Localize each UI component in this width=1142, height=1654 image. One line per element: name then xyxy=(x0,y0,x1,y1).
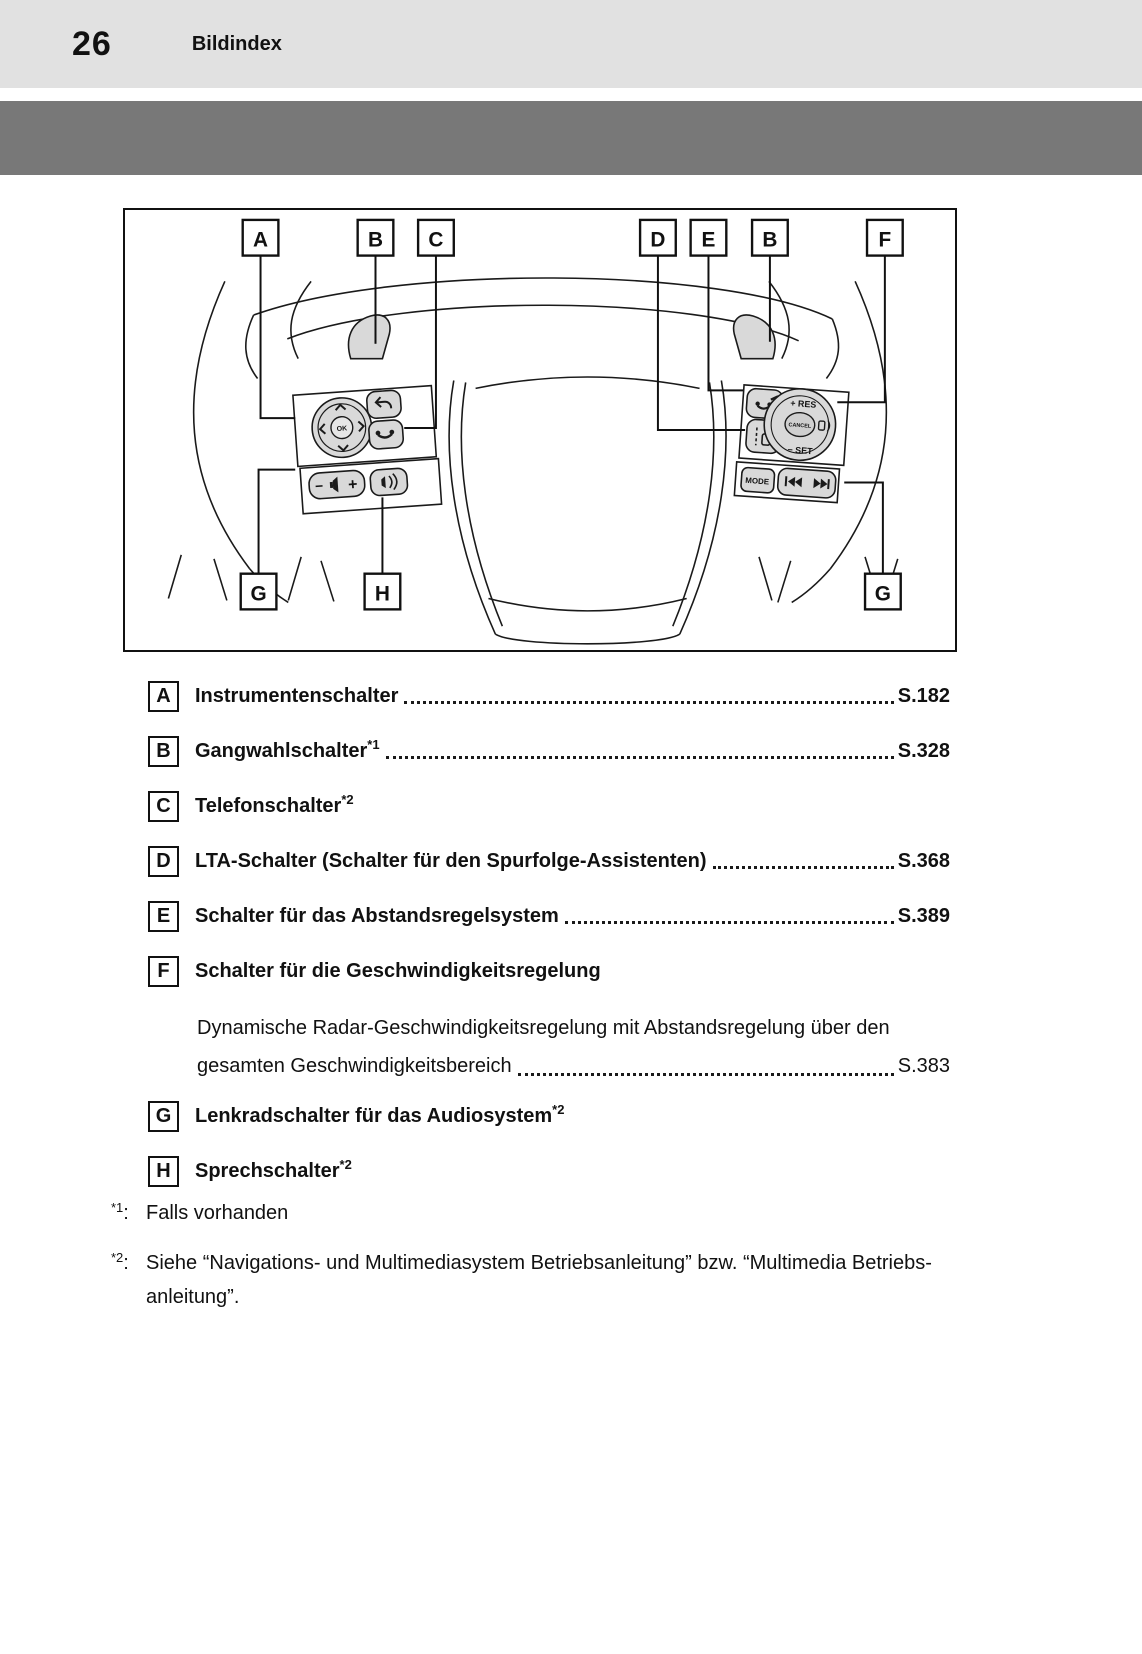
page-number: 26 xyxy=(72,24,112,63)
dot-leader xyxy=(386,756,894,759)
left-rim-arc xyxy=(194,281,250,568)
footnote-2 xyxy=(111,1246,965,1314)
left-rim-inner-arc xyxy=(291,281,311,358)
legend-key: G xyxy=(148,1101,179,1132)
callout-c xyxy=(418,220,454,256)
phone-button xyxy=(368,419,404,449)
callout-b2 xyxy=(752,220,788,256)
hub-left-inner xyxy=(461,382,502,626)
legend-key: C xyxy=(148,791,179,822)
legend-label: Schalter für das Abstandsregelsystem xyxy=(195,905,559,927)
right-paddle-shifter xyxy=(734,315,775,359)
page-reference: S.368 xyxy=(897,850,950,872)
ok-label: OK xyxy=(336,425,348,433)
header-gap xyxy=(0,88,1142,101)
legend-key: D xyxy=(148,846,179,877)
left-shoulder xyxy=(246,315,258,378)
set-label: − SET xyxy=(787,444,813,457)
volume-plus-label: + xyxy=(347,476,359,494)
callout-f xyxy=(867,220,903,256)
page-header xyxy=(0,0,1142,88)
legend-key: B xyxy=(148,736,179,767)
res-label: + RES xyxy=(790,398,817,410)
callout-a xyxy=(243,220,279,256)
left-paddle-shifter xyxy=(349,315,390,359)
dot-leader xyxy=(713,866,894,869)
svg-text:B: B xyxy=(367,228,384,252)
footnote-1 xyxy=(111,1196,965,1232)
hatch-line xyxy=(759,557,772,601)
footnote-marker: $^{*1}$: xyxy=(111,1200,129,1224)
svg-text:E: E xyxy=(701,228,716,252)
hub-right-inner xyxy=(673,382,714,626)
footnote-marker: *2 xyxy=(339,1157,352,1172)
legend-label: Sprechschalter$^{*2}$ xyxy=(195,1157,352,1182)
hub-right-edge xyxy=(680,380,726,634)
legend-row-f xyxy=(148,954,950,989)
svg-text:G: G xyxy=(874,582,891,606)
hub-lower-seam xyxy=(488,598,686,610)
footnotes xyxy=(111,1196,965,1328)
footnote-text: Falls vorhanden xyxy=(146,1202,289,1224)
hatch-line xyxy=(778,561,791,603)
legend-label: Lenkradschalter für das Audiosystem$^{*2}$ xyxy=(195,1102,565,1127)
hatch-line xyxy=(214,559,227,601)
legend-f-description xyxy=(197,1009,950,1085)
talk-button xyxy=(370,468,408,496)
leader-d xyxy=(658,256,745,430)
svg-text:H: H xyxy=(374,582,390,606)
hub-left-edge xyxy=(449,380,495,634)
hatch-line xyxy=(321,561,334,602)
description-line-2: gesamten Geschwindigkeitsbereich S.383 xyxy=(197,1047,950,1085)
legend-row-h xyxy=(148,1154,950,1189)
page-reference: S.389 xyxy=(897,905,950,927)
callout-g xyxy=(241,574,277,610)
volume-minus-label: − xyxy=(314,477,324,495)
svg-text:F: F xyxy=(878,228,892,252)
legend-row-d xyxy=(148,844,950,879)
legend-label: Gangwahlschalter$^{*1}$ xyxy=(195,737,380,762)
dot-leader xyxy=(518,1073,894,1076)
description-line-1: Dynamische Radar-Geschwindigkeitsregelung mit Abstandsregelung über den xyxy=(197,1017,890,1039)
legend-row-g xyxy=(148,1099,950,1134)
callout-h xyxy=(365,574,401,610)
svg-text:C: C xyxy=(428,228,444,252)
leader-f xyxy=(837,256,885,403)
page-reference: S.328 xyxy=(897,740,950,762)
dot-leader xyxy=(565,921,894,924)
callout-b xyxy=(358,220,394,256)
hatch-line xyxy=(168,555,181,599)
svg-text:G: G xyxy=(250,582,267,606)
page-reference: S.182 xyxy=(897,685,950,707)
footnote-text: Siehe “Navigations- und Multimediasystem Betriebsanleitung” bzw. “Multimedia Betriebs- anleitung”. xyxy=(146,1252,932,1308)
dot-leader xyxy=(404,701,893,704)
legend-key: H xyxy=(148,1156,179,1187)
left-switch-cluster xyxy=(293,385,442,513)
hub-top-seam xyxy=(476,377,700,388)
callout-e xyxy=(691,220,727,256)
legend-key: F xyxy=(148,956,179,987)
footnote-marker: *2 xyxy=(341,792,354,807)
top-rim-outer xyxy=(254,278,833,319)
right-rim-tail xyxy=(792,569,831,603)
leader-a xyxy=(261,256,296,419)
footnote-marker: $^{*2}$: xyxy=(111,1250,129,1274)
steering-wheel-figure xyxy=(123,208,957,652)
right-shoulder xyxy=(826,319,838,378)
svg-text:B: B xyxy=(762,228,778,252)
leader-g2 xyxy=(844,483,883,574)
footnote-marker: *1 xyxy=(367,737,380,752)
right-switch-cluster xyxy=(734,385,849,503)
steering-wheel-diagram xyxy=(125,210,955,650)
legend-row-b xyxy=(148,734,950,769)
legend-label: Telefonschalter$^{*2}$ xyxy=(195,792,354,817)
legend-row-a xyxy=(148,679,950,714)
callout-g2 xyxy=(865,574,901,610)
mode-label: MODE xyxy=(745,475,770,487)
page-reference: S.383 xyxy=(897,1055,950,1077)
legend-list xyxy=(148,679,950,1209)
legend-key: E xyxy=(148,901,179,932)
legend-key: A xyxy=(148,681,179,712)
legend-row-e xyxy=(148,899,950,934)
section-title: Bildindex xyxy=(191,32,282,55)
back-button xyxy=(366,390,401,419)
leader-g xyxy=(259,470,296,574)
legend-row-c xyxy=(148,789,950,824)
callout-d xyxy=(640,220,676,256)
legend-label: Schalter für die Geschwindigkeitsregelung xyxy=(195,960,601,982)
svg-text:D: D xyxy=(650,228,666,252)
hub-bottom xyxy=(495,634,679,644)
footnote-marker: *2 xyxy=(552,1102,565,1117)
legend-label: LTA-Schalter (Schalter für den Spurfolge-Assistenten) xyxy=(195,850,707,872)
svg-text:A: A xyxy=(253,228,269,252)
legend-label: Instrumentenschalter xyxy=(195,685,399,707)
hatch-line xyxy=(288,557,301,601)
chapter-band xyxy=(0,101,1142,175)
cancel-label: CANCEL xyxy=(788,422,812,430)
